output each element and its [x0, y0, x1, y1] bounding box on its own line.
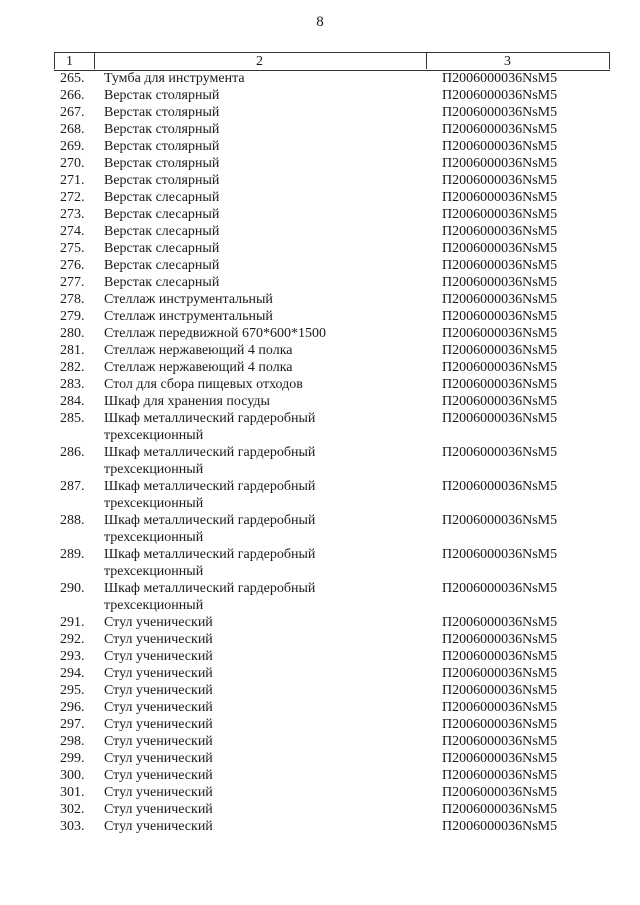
- table-row: [0, 444, 640, 478]
- item-name: Стеллаж передвижной 670*600*1500: [104, 326, 326, 341]
- inventory-code: П2006000036NsM5: [442, 326, 558, 341]
- row-number: 282.: [60, 360, 85, 375]
- row-number: 302.: [60, 802, 85, 817]
- table-row: [0, 546, 640, 580]
- inventory-code: П2006000036NsM5: [442, 105, 558, 120]
- inventory-code: П2006000036NsM5: [442, 241, 558, 256]
- inventory-code: П2006000036NsM5: [442, 258, 558, 273]
- table-row: [0, 631, 640, 648]
- item-name: Стул ученический: [104, 615, 213, 630]
- inventory-code: П2006000036NsM5: [442, 802, 558, 817]
- inventory-code: П2006000036NsM5: [442, 513, 558, 528]
- row-number: 289.: [60, 547, 85, 562]
- row-number: 284.: [60, 394, 85, 409]
- item-name: Стул ученический: [104, 683, 213, 698]
- row-number: 271.: [60, 173, 85, 188]
- table-row: [0, 733, 640, 750]
- column-divider: [609, 52, 610, 69]
- inventory-code: П2006000036NsM5: [442, 88, 558, 103]
- inventory-code: П2006000036NsM5: [442, 139, 558, 154]
- row-number: 266.: [60, 88, 85, 103]
- row-number: 272.: [60, 190, 85, 205]
- inventory-code: П2006000036NsM5: [442, 411, 558, 426]
- inventory-code: П2006000036NsM5: [442, 173, 558, 188]
- inventory-code: П2006000036NsM5: [442, 190, 558, 205]
- inventory-code: П2006000036NsM5: [442, 700, 558, 715]
- row-number: 270.: [60, 156, 85, 171]
- row-number: 278.: [60, 292, 85, 307]
- inventory-code: П2006000036NsM5: [442, 632, 558, 647]
- item-name: Верстак слесарный: [104, 190, 220, 205]
- row-number: 293.: [60, 649, 85, 664]
- row-number: 295.: [60, 683, 85, 698]
- table-row: [0, 580, 640, 614]
- inventory-code: П2006000036NsM5: [442, 785, 558, 800]
- table-row: [0, 274, 640, 291]
- table-row: [0, 70, 640, 87]
- column-divider: [426, 52, 427, 69]
- item-name: Шкаф металлический гардеробный трехсекционный: [104, 479, 316, 511]
- row-number: 296.: [60, 700, 85, 715]
- item-name: Тумба для инструмента: [104, 71, 245, 86]
- row-number: 279.: [60, 309, 85, 324]
- inventory-code: П2006000036NsM5: [442, 156, 558, 171]
- table-row: [0, 342, 640, 359]
- table-row: [0, 257, 640, 274]
- inventory-code: П2006000036NsM5: [442, 734, 558, 749]
- inventory-code: П2006000036NsM5: [442, 71, 558, 86]
- row-number: 273.: [60, 207, 85, 222]
- column-header-2: 2: [256, 54, 263, 69]
- item-name: Стул ученический: [104, 802, 213, 817]
- row-number: 280.: [60, 326, 85, 341]
- item-name: Шкаф для хранения посуды: [104, 394, 270, 409]
- table-row: [0, 308, 640, 325]
- table-row: [0, 223, 640, 240]
- item-name: Стеллаж инструментальный: [104, 309, 273, 324]
- item-name: Стул ученический: [104, 700, 213, 715]
- item-name: Верстак столярный: [104, 105, 220, 120]
- table-row: [0, 818, 640, 835]
- inventory-code: П2006000036NsM5: [442, 751, 558, 766]
- inventory-code: П2006000036NsM5: [442, 768, 558, 783]
- inventory-code: П2006000036NsM5: [442, 343, 558, 358]
- table-row: [0, 155, 640, 172]
- row-number: 268.: [60, 122, 85, 137]
- item-name: Шкаф металлический гардеробный трехсекционный: [104, 445, 316, 477]
- table-row: [0, 716, 640, 733]
- table-row: [0, 478, 640, 512]
- inventory-code: П2006000036NsM5: [442, 122, 558, 137]
- table-row: [0, 291, 640, 308]
- row-number: 303.: [60, 819, 85, 834]
- item-name: Стул ученический: [104, 649, 213, 664]
- row-number: 281.: [60, 343, 85, 358]
- row-number: 277.: [60, 275, 85, 290]
- inventory-code: П2006000036NsM5: [442, 479, 558, 494]
- item-name: Стул ученический: [104, 819, 213, 834]
- row-number: 301.: [60, 785, 85, 800]
- item-name: Стул ученический: [104, 666, 213, 681]
- item-name: Верстак столярный: [104, 156, 220, 171]
- inventory-code: П2006000036NsM5: [442, 275, 558, 290]
- inventory-code: П2006000036NsM5: [442, 445, 558, 460]
- row-number: 294.: [60, 666, 85, 681]
- row-number: 267.: [60, 105, 85, 120]
- row-number: 292.: [60, 632, 85, 647]
- table-row: [0, 750, 640, 767]
- item-name: Стул ученический: [104, 717, 213, 732]
- item-name: Стол для сбора пищевых отходов: [104, 377, 303, 392]
- row-number: 290.: [60, 581, 85, 596]
- table-row: [0, 784, 640, 801]
- inventory-code: П2006000036NsM5: [442, 224, 558, 239]
- inventory-code: П2006000036NsM5: [442, 547, 558, 562]
- item-name: Верстак слесарный: [104, 241, 220, 256]
- table-row: [0, 138, 640, 155]
- table-body: [0, 70, 640, 835]
- item-name: Верстак слесарный: [104, 258, 220, 273]
- item-name: Верстак столярный: [104, 122, 220, 137]
- item-name: Стул ученический: [104, 768, 213, 783]
- table-header: [54, 52, 610, 71]
- table-row: [0, 801, 640, 818]
- row-number: 300.: [60, 768, 85, 783]
- item-name: Шкаф металлический гардеробный трехсекционный: [104, 581, 316, 613]
- table-row: [0, 87, 640, 104]
- table-row: [0, 189, 640, 206]
- row-number: 283.: [60, 377, 85, 392]
- item-name: Верстак слесарный: [104, 207, 220, 222]
- item-name: Стул ученический: [104, 785, 213, 800]
- item-name: Стеллаж нержавеющий 4 полка: [104, 360, 293, 375]
- row-number: 286.: [60, 445, 85, 460]
- item-name: Верстак столярный: [104, 173, 220, 188]
- table-row: [0, 699, 640, 716]
- inventory-code: П2006000036NsM5: [442, 683, 558, 698]
- table-row: [0, 121, 640, 138]
- item-name: Верстак слесарный: [104, 224, 220, 239]
- inventory-code: П2006000036NsM5: [442, 819, 558, 834]
- item-name: Стеллаж нержавеющий 4 полка: [104, 343, 293, 358]
- column-divider: [54, 52, 55, 69]
- table-row: [0, 172, 640, 189]
- inventory-code: П2006000036NsM5: [442, 292, 558, 307]
- row-number: 265.: [60, 71, 85, 86]
- inventory-code: П2006000036NsM5: [442, 309, 558, 324]
- table-row: [0, 104, 640, 121]
- item-name: Стеллаж инструментальный: [104, 292, 273, 307]
- column-header-1: 1: [66, 54, 73, 69]
- table-row: [0, 512, 640, 546]
- item-name: Шкаф металлический гардеробный трехсекционный: [104, 513, 316, 545]
- table-row: [0, 410, 640, 444]
- item-name: Шкаф металлический гардеробный трехсекционный: [104, 411, 316, 443]
- row-number: 274.: [60, 224, 85, 239]
- table-row: [0, 614, 640, 631]
- inventory-code: П2006000036NsM5: [442, 717, 558, 732]
- table-row: [0, 665, 640, 682]
- row-number: 297.: [60, 717, 85, 732]
- inventory-code: П2006000036NsM5: [442, 615, 558, 630]
- table-row: [0, 767, 640, 784]
- inventory-code: П2006000036NsM5: [442, 207, 558, 222]
- row-number: 288.: [60, 513, 85, 528]
- column-divider: [94, 52, 95, 69]
- inventory-code: П2006000036NsM5: [442, 581, 558, 596]
- column-header-3: 3: [504, 54, 511, 69]
- item-name: Верстак столярный: [104, 139, 220, 154]
- row-number: 298.: [60, 734, 85, 749]
- inventory-code: П2006000036NsM5: [442, 649, 558, 664]
- row-number: 299.: [60, 751, 85, 766]
- row-number: 269.: [60, 139, 85, 154]
- page-number: 8: [316, 14, 324, 30]
- item-name: Стул ученический: [104, 632, 213, 647]
- row-number: 275.: [60, 241, 85, 256]
- table-row: [0, 359, 640, 376]
- row-number: 285.: [60, 411, 85, 426]
- table-row: [0, 682, 640, 699]
- table-row: [0, 648, 640, 665]
- row-number: 287.: [60, 479, 85, 494]
- table-row: [0, 376, 640, 393]
- inventory-code: П2006000036NsM5: [442, 666, 558, 681]
- table-row: [0, 206, 640, 223]
- item-name: Стул ученический: [104, 751, 213, 766]
- inventory-code: П2006000036NsM5: [442, 377, 558, 392]
- inventory-code: П2006000036NsM5: [442, 394, 558, 409]
- table-row: [0, 393, 640, 410]
- table-row: [0, 240, 640, 257]
- row-number: 291.: [60, 615, 85, 630]
- item-name: Верстак слесарный: [104, 275, 220, 290]
- item-name: Шкаф металлический гардеробный трехсекционный: [104, 547, 316, 579]
- inventory-code: П2006000036NsM5: [442, 360, 558, 375]
- table-row: [0, 325, 640, 342]
- item-name: Стул ученический: [104, 734, 213, 749]
- row-number: 276.: [60, 258, 85, 273]
- item-name: Верстак столярный: [104, 88, 220, 103]
